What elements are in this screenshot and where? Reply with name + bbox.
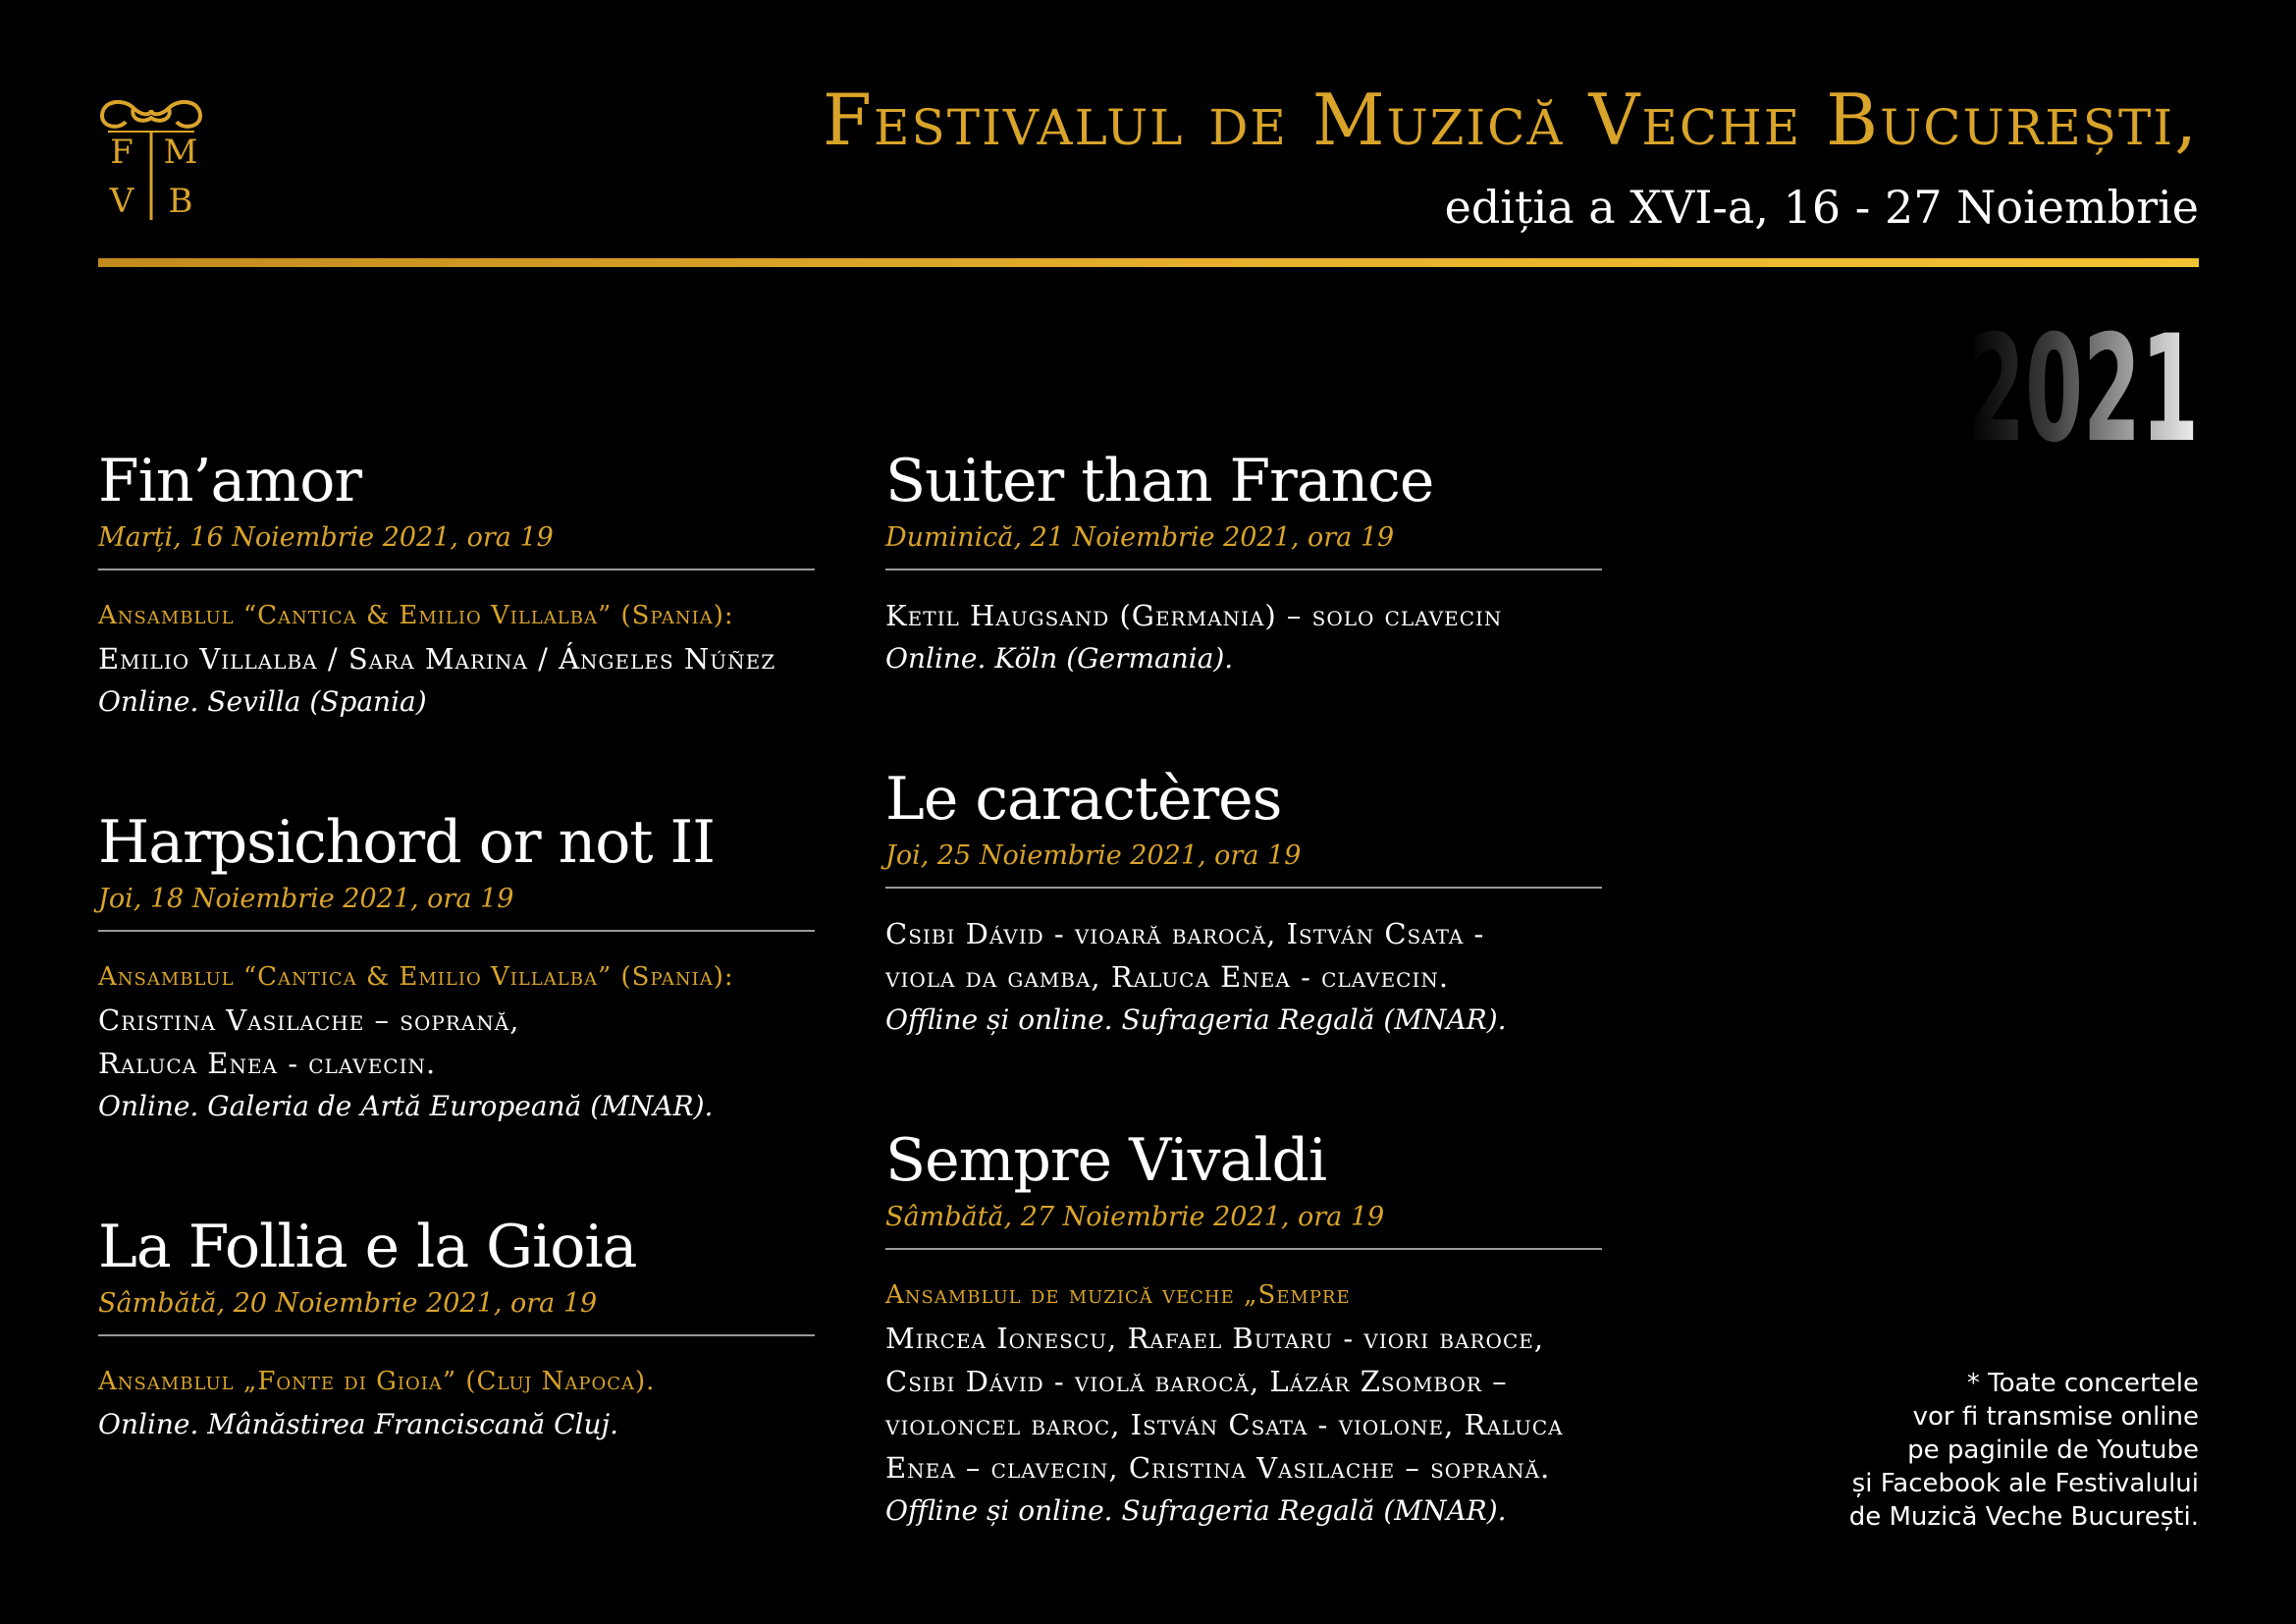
note-line: vor fi transmise online [1912, 1402, 2199, 1432]
event-fin-amor [98, 447, 815, 724]
event-date: Marți, 16 Noiembrie 2021, ora 19 [98, 522, 554, 553]
event-venue: Online. Köln (Germania). [885, 642, 1234, 675]
event-venue: Offline și online. Sufrageria Regală (MNAR). [885, 1003, 1507, 1036]
event-venue: Offline și online. Sufrageria Regală (MNAR). [885, 1494, 1507, 1527]
event-performers: Cristina Vasilache – soprană, [98, 1003, 520, 1037]
event-ensemble: Ansamblul “Cantica & Emilio Villalba” (Spania): [98, 601, 734, 630]
event-le-caracteres [885, 765, 1602, 1042]
event-ensemble: Ansamblul de muzică veche „Sempre [885, 1280, 1351, 1310]
event-divider [885, 568, 1602, 570]
event-venue: Online. Galeria de Artă Europeană (MNAR). [98, 1090, 714, 1122]
event-performers: viola da gamba, Raluca Enea - clavecin. [885, 960, 1450, 994]
event-performers: Emilio Villalba / Sara Marina / Ángeles Núñez [98, 642, 776, 676]
year-badge [1963, 283, 2199, 450]
festival-logo [94, 94, 208, 224]
event-performers: violoncel baroc, István Csata - violone, Raluca [885, 1408, 1564, 1441]
event-ensemble: Ansamblul “Cantica & Emilio Villalba” (Spania): [98, 962, 734, 992]
event-performers: Enea – clavecin, Cristina Vasilache – soprană. [885, 1451, 1551, 1485]
event-title: Le caractères [885, 765, 1282, 834]
event-divider [885, 887, 1602, 889]
event-date: Duminică, 21 Noiembrie 2021, ora 19 [885, 522, 1395, 553]
event-divider [98, 568, 815, 570]
event-date: Sâmbătă, 20 Noiembrie 2021, ora 19 [98, 1288, 598, 1319]
event-la-follia [98, 1213, 815, 1446]
event-title: Sempre Vivaldi [885, 1126, 1327, 1195]
event-title: Harpsichord or not II [98, 808, 715, 877]
streaming-note [1849, 1367, 2199, 1534]
event-date: Joi, 25 Noiembrie 2021, ora 19 [885, 840, 1302, 871]
event-venue: Online. Sevilla (Spania) [98, 685, 427, 718]
festival-title: Festivalul de Muzică Veche București, [823, 79, 2199, 161]
note-line: pe paginile de Youtube [1907, 1435, 2199, 1465]
logo-letter-f: F [110, 133, 133, 172]
event-sempre-vivaldi [885, 1126, 1602, 1533]
note-line: * Toate concertele [1966, 1369, 2199, 1398]
event-date: Joi, 18 Noiembrie 2021, ora 19 [98, 884, 514, 914]
event-harpsichord-or-not [98, 808, 815, 1128]
logo-letter-m: M [163, 133, 198, 172]
event-performers: Mircea Ionescu, Rafael Butaru - viori baroce, [885, 1322, 1545, 1355]
event-divider [885, 1248, 1602, 1250]
event-divider [98, 930, 815, 932]
note-line: și Facebook ale Festivalului [1851, 1469, 2199, 1498]
event-title: Fin’amor [98, 447, 362, 515]
event-divider [98, 1334, 815, 1336]
year-text: 2021 [1967, 304, 2199, 450]
event-performers: Ketil Haugsand (Germania) – solo clavecin [885, 599, 1503, 632]
event-performers: Csibi Dávid - violă barocă, Lázár Zsombor – [885, 1365, 1508, 1398]
event-performers: Csibi Dávid - vioară barocă, István Csata - [885, 917, 1485, 950]
gold-divider [98, 258, 2199, 267]
event-title: La Follia e la Gioia [98, 1213, 637, 1281]
event-title: Suiter than France [885, 447, 1434, 515]
event-performers: Raluca Enea - clavecin. [98, 1047, 437, 1080]
event-suiter-than-france [885, 447, 1602, 680]
event-date: Sâmbătă, 27 Noiembrie 2021, ora 19 [885, 1202, 1385, 1232]
event-ensemble: Ansamblul „Fonte di Gioia” (Cluj Napoca). [98, 1367, 656, 1396]
event-venue: Online. Mânăstirea Franciscană Cluj. [98, 1408, 619, 1440]
note-line: de Muzică Veche București. [1848, 1502, 2199, 1532]
logo-letter-v: V [109, 182, 134, 221]
logo-letter-b: B [168, 182, 193, 221]
edition-subtitle: ediția a XVI-a, 16 - 27 Noiembrie [1444, 181, 2199, 234]
